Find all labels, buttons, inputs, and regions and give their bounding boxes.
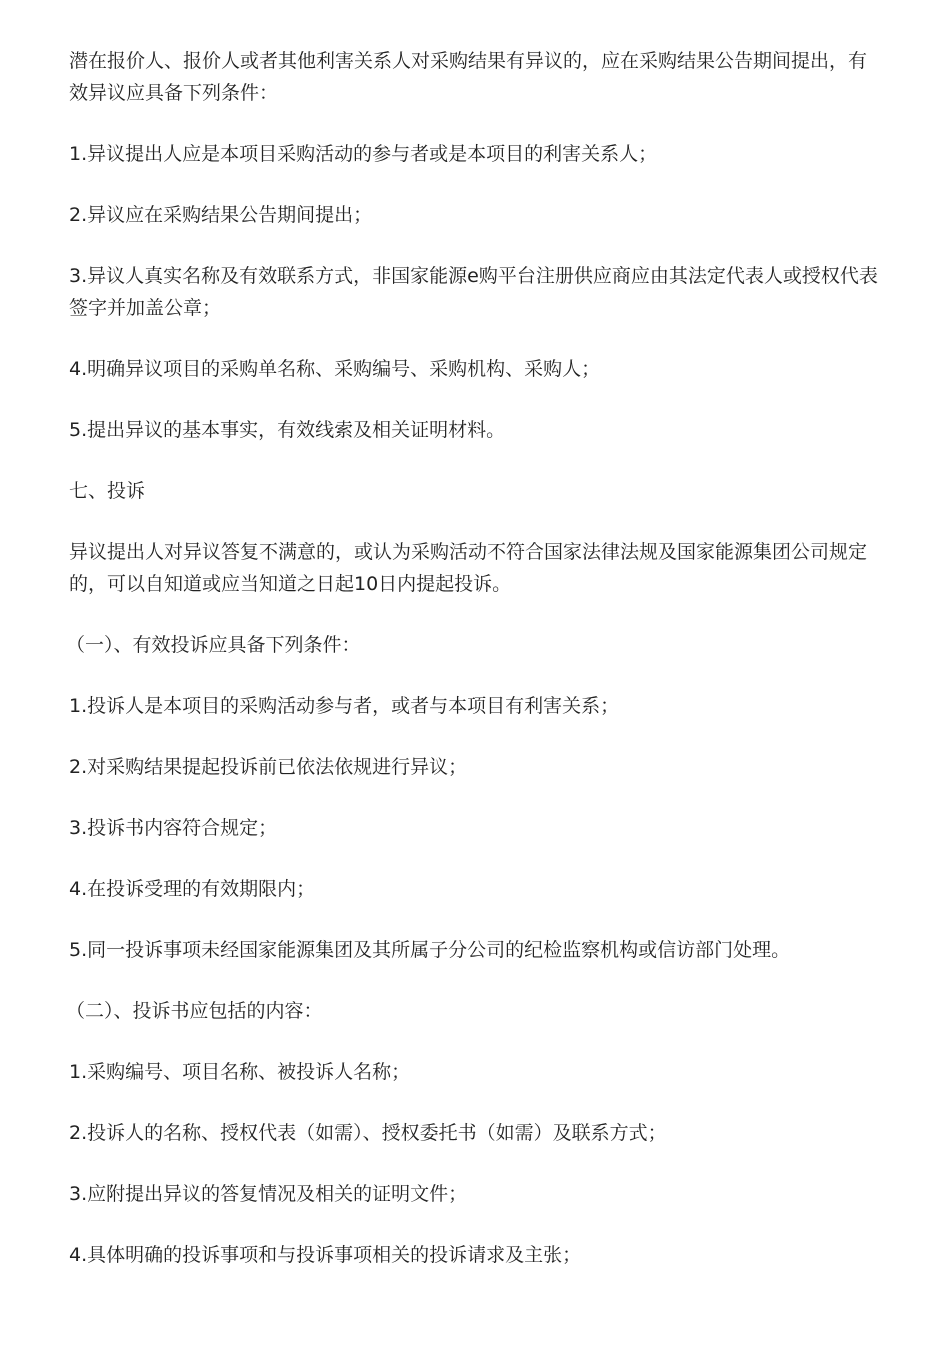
objection-condition-4: 4.明确异议项目的采购单名称、采购编号、采购机构、采购人； <box>69 358 601 380</box>
subsection-heading-valid-complaint: （一）、有效投诉应具备下列条件： <box>66 634 361 656</box>
document-body <box>66 45 884 1300</box>
complaint-condition-5: 5.同一投诉事项未经国家能源集团及其所属子分公司的纪检监察机构或信访部门处理。 <box>69 939 791 961</box>
complaint-condition-2: 2.对采购结果提起投诉前已依法依规进行异议； <box>69 756 468 778</box>
complaint-content-3: 3.应附提出异议的答复情况及相关的证明文件； <box>69 1183 468 1205</box>
objection-condition-5: 5.提出异议的基本事实，有效线索及相关证明材料。 <box>69 419 506 441</box>
section-heading-complaint: 七、投诉 <box>69 480 146 502</box>
complaint-content-1: 1.采购编号、项目名称、被投诉人名称； <box>69 1061 411 1083</box>
subsection-heading-complaint-content: （二）、投诉书应包括的内容： <box>66 1000 323 1022</box>
objection-condition-3: 3.异议人真实名称及有效联系方式，非国家能源e购平台注册供应商应由其法定代表人或授权代表签字并加盖公章； <box>69 265 878 319</box>
complaint-intro-paragraph: 异议提出人对异议答复不满意的，或认为采购活动不符合国家法律法规及国家能源集团公司规定的，可以自知道或应当知道之日起10日内提起投诉。 <box>69 541 868 595</box>
objection-intro-paragraph: 潜在报价人、报价人或者其他利害关系人对采购结果有异议的，应在采购结果公告期间提出，有效异议应具备下列条件： <box>69 50 868 104</box>
complaint-condition-1: 1.投诉人是本项目的采购活动参与者，或者与本项目有利害关系； <box>69 695 620 717</box>
complaint-condition-4: 4.在投诉受理的有效期限内； <box>69 878 316 900</box>
complaint-condition-3: 3.投诉书内容符合规定； <box>69 817 278 839</box>
complaint-content-2: 2.投诉人的名称、授权代表（如需）、授权委托书（如需）及联系方式； <box>69 1122 667 1144</box>
complaint-content-4: 4.具体明确的投诉事项和与投诉事项相关的投诉请求及主张； <box>69 1244 582 1266</box>
objection-condition-2: 2.异议应在采购结果公告期间提出； <box>69 204 373 226</box>
objection-condition-1: 1.异议提出人应是本项目采购活动的参与者或是本项目的利害关系人； <box>69 143 658 165</box>
